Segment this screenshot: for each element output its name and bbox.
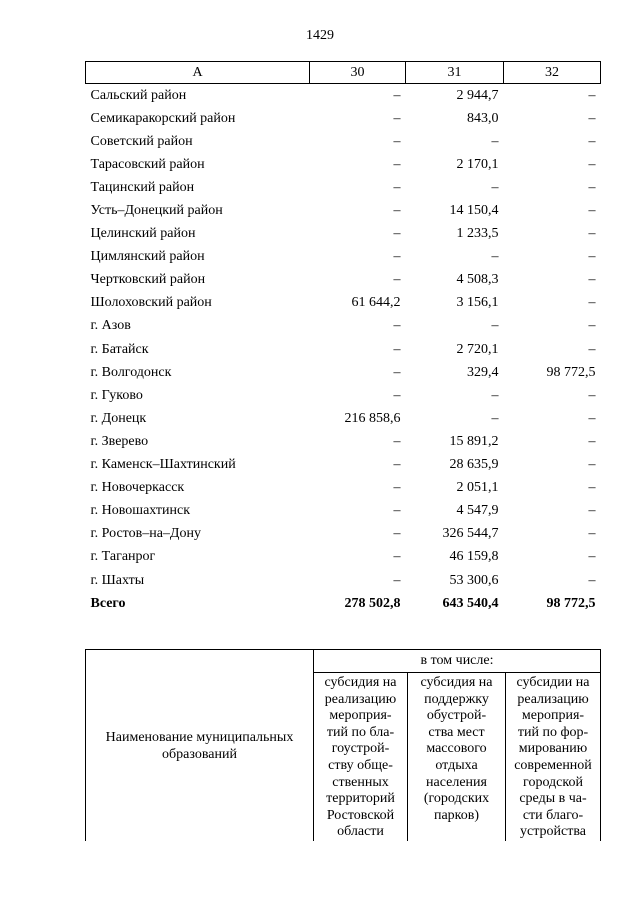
municipality-name: Всего bbox=[90, 595, 126, 611]
value-col-30: – bbox=[393, 156, 401, 172]
municipality-name-header: Наименование муниципальных образований bbox=[86, 650, 314, 842]
value-col-30: 216 858,6 bbox=[344, 410, 401, 426]
subheader-line: гоустрой- bbox=[331, 741, 390, 757]
municipality-name: г. Батайск bbox=[90, 341, 149, 357]
table-row bbox=[86, 500, 601, 523]
value-col-31: – bbox=[491, 318, 499, 334]
subheader-line: обустрой- bbox=[426, 708, 487, 724]
value-col-31: 53 300,6 bbox=[449, 572, 499, 588]
value-col-30: – bbox=[393, 318, 401, 334]
subheader-line: ства мест bbox=[428, 724, 485, 740]
value-col-32: – bbox=[588, 503, 596, 519]
value-col-31: 28 635,9 bbox=[449, 457, 499, 473]
table-row bbox=[86, 338, 601, 361]
value-col-32: – bbox=[588, 179, 596, 195]
value-col-32: – bbox=[588, 87, 596, 103]
municipality-name: Целинский район bbox=[90, 226, 196, 242]
page-number: 1429 bbox=[306, 28, 334, 43]
value-col-32: – bbox=[588, 249, 596, 265]
including-header: в том числе: bbox=[314, 650, 601, 673]
table-row bbox=[86, 223, 601, 246]
header-col-31: 31 bbox=[406, 62, 504, 84]
subheader-line: ственных bbox=[332, 774, 389, 790]
value-col-31: 46 159,8 bbox=[449, 549, 499, 565]
value-col-30: – bbox=[393, 549, 401, 565]
table-row bbox=[86, 523, 601, 546]
municipality-name: г. Донецк bbox=[90, 410, 147, 426]
municipality-name: Семикаракорский район bbox=[90, 110, 236, 126]
value-col-30: – bbox=[393, 87, 401, 103]
value-col-30: – bbox=[393, 179, 401, 195]
table-row bbox=[86, 84, 601, 108]
municipality-name: Советский район bbox=[90, 133, 193, 149]
subheader-line: тий по фор- bbox=[517, 724, 589, 740]
header-col-30: 30 bbox=[310, 62, 406, 84]
municipality-name: г. Новошахтинск bbox=[90, 503, 191, 519]
header-col-a: А bbox=[86, 62, 310, 84]
value-col-31: 2 944,7 bbox=[456, 87, 499, 103]
subheader-line: поддержку bbox=[424, 691, 489, 707]
table-row bbox=[86, 292, 601, 315]
subheader-line: парков) bbox=[433, 807, 480, 823]
municipality-name: г. Волгодонск bbox=[90, 364, 172, 380]
subheader-line: мероприя- bbox=[521, 708, 585, 724]
value-col-32: – bbox=[588, 410, 596, 426]
value-col-31: – bbox=[491, 387, 499, 403]
municipality-name: г. Каменск–Шахтинский bbox=[90, 457, 236, 473]
subsidy-public-territories-header bbox=[314, 673, 408, 842]
municipality-name: г. Зверево bbox=[90, 433, 149, 449]
subheader-line: области bbox=[337, 824, 384, 840]
total-row bbox=[86, 592, 601, 615]
value-col-30: – bbox=[393, 364, 401, 380]
table-row bbox=[86, 107, 601, 130]
table-row bbox=[86, 361, 601, 384]
subheader-line: мероприя- bbox=[329, 708, 392, 724]
value-col-32: – bbox=[588, 272, 596, 288]
table-row bbox=[86, 315, 601, 338]
subheader-line: городской bbox=[523, 774, 583, 790]
table-row bbox=[86, 569, 601, 592]
value-col-32: – bbox=[588, 110, 596, 126]
value-col-32: 98 772,5 bbox=[546, 595, 596, 611]
value-col-32: – bbox=[588, 572, 596, 588]
value-col-32: – bbox=[588, 433, 596, 449]
value-col-31: 4 508,3 bbox=[456, 272, 499, 288]
value-col-30: 278 502,8 bbox=[344, 595, 401, 611]
value-col-31: 643 540,4 bbox=[442, 595, 499, 611]
second-table bbox=[85, 649, 601, 841]
subheader-line: устройства bbox=[520, 824, 586, 840]
value-col-31: 2 051,1 bbox=[456, 480, 499, 496]
municipality-name: г. Ростов–на–Дону bbox=[90, 526, 201, 542]
value-col-31: 4 547,9 bbox=[456, 503, 499, 519]
value-col-31: – bbox=[491, 179, 499, 195]
value-col-30: – bbox=[393, 133, 401, 149]
subheader-line: территорий bbox=[326, 791, 395, 807]
value-col-32: – bbox=[588, 549, 596, 565]
table-row bbox=[86, 407, 601, 430]
table-row bbox=[86, 246, 601, 269]
table-row bbox=[86, 477, 601, 500]
table-row bbox=[86, 199, 601, 222]
value-col-32: – bbox=[588, 480, 596, 496]
subheader-line: субсидия на bbox=[324, 675, 397, 690]
value-col-31: 2 170,1 bbox=[456, 156, 499, 172]
value-col-32: – bbox=[588, 526, 596, 542]
table-row bbox=[86, 153, 601, 176]
subheader-line: сти благо- bbox=[522, 807, 584, 823]
value-col-32: – bbox=[588, 133, 596, 149]
value-col-30: – bbox=[393, 387, 401, 403]
value-col-31: 1 233,5 bbox=[456, 226, 499, 242]
subheader-line: мированию bbox=[518, 741, 588, 757]
subheader-line: (городских bbox=[423, 791, 490, 807]
subheader-line: современной bbox=[514, 757, 592, 773]
header-col-32: 32 bbox=[504, 62, 601, 84]
main-table bbox=[85, 61, 601, 615]
subsidy-parks-header bbox=[408, 673, 506, 842]
value-col-30: 61 644,2 bbox=[351, 295, 401, 311]
value-col-32: – bbox=[588, 457, 596, 473]
subheader-line: массового bbox=[426, 741, 487, 757]
table-row bbox=[86, 430, 601, 453]
table-row bbox=[86, 384, 601, 407]
value-col-31: – bbox=[491, 410, 499, 426]
value-col-30: – bbox=[393, 526, 401, 542]
value-col-30: – bbox=[393, 110, 401, 126]
subheader-line: субсидии на bbox=[516, 675, 590, 690]
table-row bbox=[86, 269, 601, 292]
value-col-30: – bbox=[393, 341, 401, 357]
value-col-32: – bbox=[588, 318, 596, 334]
table-row bbox=[86, 546, 601, 569]
value-col-30: – bbox=[393, 226, 401, 242]
value-col-32: – bbox=[588, 387, 596, 403]
municipality-name: г. Таганрог bbox=[90, 549, 156, 565]
value-col-32: – bbox=[588, 226, 596, 242]
subheader-line: реализацию bbox=[517, 691, 589, 707]
municipality-name: г. Гуково bbox=[90, 387, 143, 403]
value-col-30: – bbox=[393, 433, 401, 449]
value-col-30: – bbox=[393, 572, 401, 588]
value-col-31: 326 544,7 bbox=[442, 526, 499, 542]
subheader-line: отдыха bbox=[435, 757, 478, 773]
value-col-32: – bbox=[588, 156, 596, 172]
municipality-name: Тарасовский район bbox=[90, 156, 205, 172]
subsidy-urban-environment-header bbox=[506, 673, 601, 842]
subheader-line: Ростовской bbox=[326, 807, 395, 823]
municipality-name: г. Шахты bbox=[90, 572, 145, 588]
value-col-31: – bbox=[491, 133, 499, 149]
value-col-31: – bbox=[491, 249, 499, 265]
value-col-30: – bbox=[393, 480, 401, 496]
municipality-name: г. Новочеркасск bbox=[90, 480, 185, 496]
table-row bbox=[86, 176, 601, 199]
value-col-30: – bbox=[393, 457, 401, 473]
value-col-30: – bbox=[393, 203, 401, 219]
subheader-line: среды в ча- bbox=[519, 791, 587, 807]
value-col-30: – bbox=[393, 272, 401, 288]
second-table-header-row bbox=[86, 650, 601, 673]
value-col-31: 3 156,1 bbox=[456, 295, 499, 311]
value-col-32: – bbox=[588, 341, 596, 357]
subheader-line: населения bbox=[426, 774, 487, 790]
value-col-31: 329,4 bbox=[467, 364, 499, 380]
value-col-31: 2 720,1 bbox=[456, 341, 499, 357]
value-col-31: 14 150,4 bbox=[449, 203, 499, 219]
subheader-line: тий по бла- bbox=[326, 724, 395, 740]
municipality-name: Сальский район bbox=[90, 87, 187, 103]
subheader-line: ству обще- bbox=[328, 757, 393, 773]
value-col-30: – bbox=[393, 249, 401, 265]
municipality-name: г. Азов bbox=[90, 318, 131, 334]
municipality-name: Чертковский район bbox=[90, 272, 206, 288]
value-col-32: – bbox=[588, 203, 596, 219]
value-col-32: 98 772,5 bbox=[546, 364, 596, 380]
municipality-name: Тацинский район bbox=[90, 179, 195, 195]
table-row bbox=[86, 130, 601, 153]
value-col-31: 843,0 bbox=[467, 110, 499, 126]
main-table-header-row bbox=[86, 62, 601, 84]
value-col-31: 15 891,2 bbox=[449, 433, 499, 449]
subheader-line: субсидия на bbox=[420, 675, 493, 690]
value-col-30: – bbox=[393, 503, 401, 519]
municipality-name: Усть–Донецкий район bbox=[90, 203, 223, 219]
table-row bbox=[86, 454, 601, 477]
municipality-name: Цимлянский район bbox=[90, 249, 205, 265]
municipality-name: Шолоховский район bbox=[90, 295, 212, 311]
value-col-32: – bbox=[588, 295, 596, 311]
subheader-line: реализацию bbox=[324, 691, 397, 707]
